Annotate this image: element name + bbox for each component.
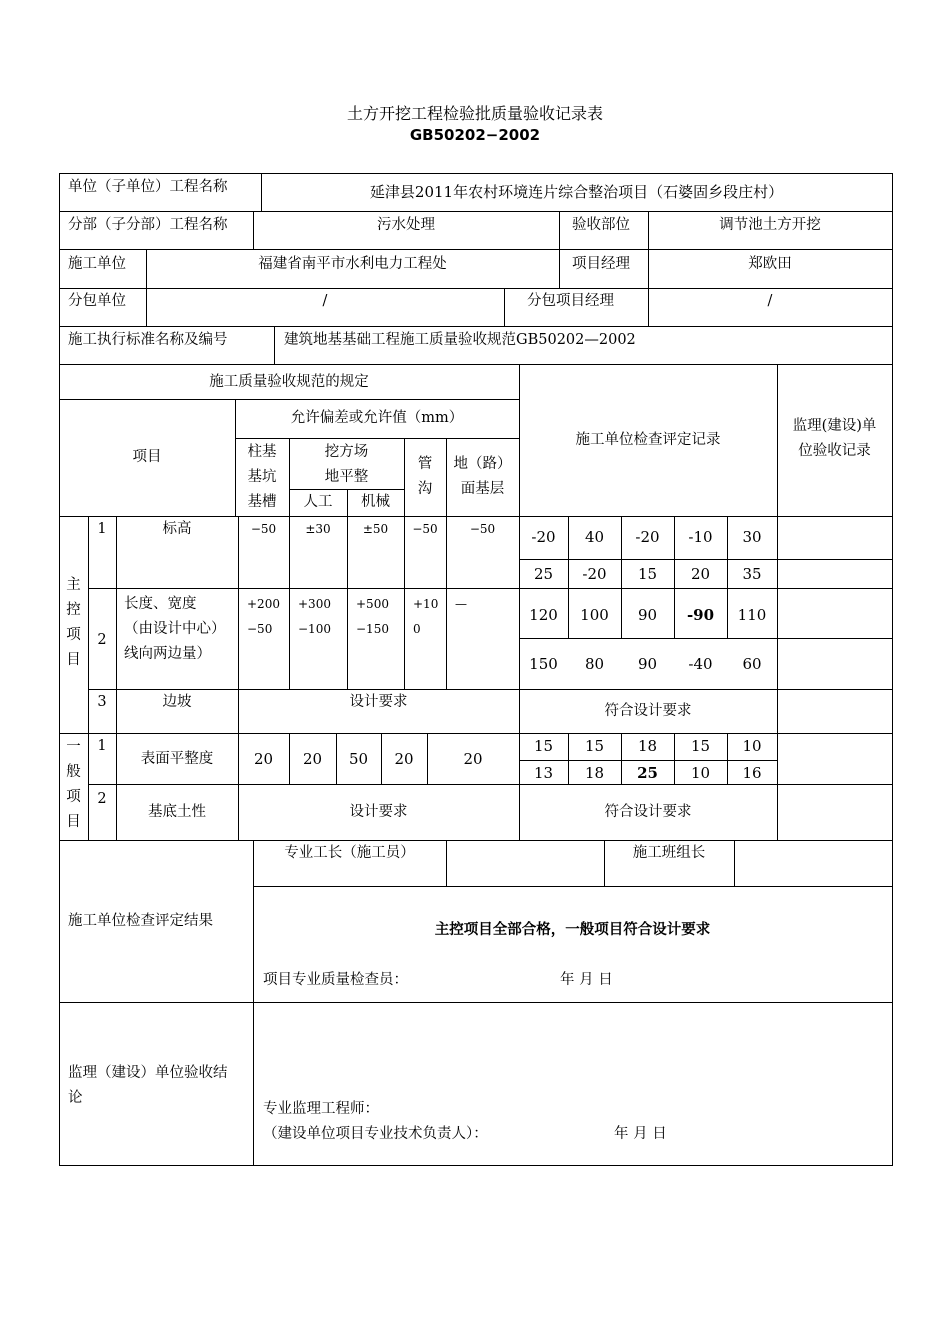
table-cell-text: 人工 [303,494,333,510]
table-rule-h [59,211,893,212]
tolerance-value: 20 [253,750,274,768]
table-rule-v [289,516,290,690]
foreman-label: 专业工长（施工员） [284,845,415,861]
supervision-label: 监理（建设）单位验收结 [68,1065,228,1081]
result-date: 年 月 日 [560,972,613,988]
measured-value: 25 [637,764,658,782]
item-number: 1 [97,521,107,537]
standard-label: 施工执行标准名称及编号 [68,332,228,348]
measured-value: -10 [688,528,713,546]
tolerance-value: −100 [298,622,331,636]
item-number: 3 [97,694,107,710]
supervision-date: 年 月 日 [614,1126,667,1142]
measured-value: 90 [637,606,658,624]
table-rule-v [253,840,254,1166]
measured-value: 13 [533,764,554,782]
table-cell-text: 沟 [417,481,433,497]
tolerance-value: −50 [412,522,438,536]
table-cell-text: 面基层 [460,481,505,497]
table-rule-h [59,840,893,841]
page-subtitle: GB50202−2002 [409,126,541,144]
tolerance-value: −150 [356,622,389,636]
tolerance-value: +200 [247,597,280,611]
tolerance-value: — [455,597,467,611]
measured-value: 100 [580,606,609,624]
main-items-group-label: 主 [66,577,81,593]
general-items-group-label: 一 [66,739,81,755]
general-items-group-label: 目 [66,814,81,830]
table-rule-v [274,326,275,365]
tolerance-value: +10 [413,597,439,611]
tolerance-value: 0 [413,622,421,636]
measured-value: 25 [533,565,554,583]
measured-value: 150 [529,655,558,673]
item-name: 长度、宽度 [124,596,197,612]
team-leader-label: 施工班组长 [632,845,706,861]
item-name: 标高 [162,521,192,537]
sub-pm-label: 分包项目经理 [527,293,614,309]
table-rule-v [404,516,405,690]
table-cell-text: 柱基 [247,444,277,460]
tolerance-value: 20 [463,750,483,768]
standard-value: 建筑地基基础工程施工质量验收规范GB50202—2002 [284,332,636,348]
contractor-label: 施工单位 [68,256,126,272]
measured-value: -40 [688,655,713,673]
table-rule-v [892,173,893,1166]
item-name: 表面平整度 [140,751,214,767]
measured-value: 15 [637,565,658,583]
table-cell-text: 挖方场 [324,444,369,460]
table-rule-h [59,364,893,365]
spec-heading: 施工质量验收规范的规定 [209,374,369,390]
measured-value: -20 [531,528,556,546]
tolerance-value: −50 [469,522,496,536]
table-rule-h [59,249,893,250]
tolerance-value: 20 [394,750,414,768]
record-text: 符合设计要求 [604,804,692,820]
result-label: 施工单位检查评定结果 [68,913,213,929]
table-cell-text: 基坑 [247,469,277,485]
subdivision-name-value: 污水处理 [377,217,435,233]
table-rule-v [347,516,348,690]
table-rule-h [59,399,520,400]
table-cell-text: 监理(建设)单 [792,418,877,434]
table-rule-v [238,516,239,690]
measured-value: 10 [690,764,711,782]
measured-value: -20 [582,565,607,583]
general-items-group-label: 项 [66,789,81,805]
main-items-group-label: 目 [66,652,81,668]
measured-value: 16 [742,764,762,782]
table-cell-text: 位验收记录 [798,443,871,459]
unit-name-value: 延津县2011年农村环境连片综合整治项目（石婆固乡段庄村） [369,183,784,201]
record-text: 符合设计要求 [604,703,692,719]
item-column-heading: 项目 [132,449,162,465]
measured-value: 20 [690,565,711,583]
inspector-label: 项目专业质量检查员： [263,972,408,988]
tolerance-value: 20 [302,750,323,768]
table-cell-text: 机械 [361,494,390,510]
measured-value: 18 [637,737,658,755]
measured-value: 60 [742,655,762,673]
table-rule-v [116,516,117,841]
measured-value: 15 [584,737,605,755]
measured-value: 10 [742,737,762,755]
item-name: 边坡 [162,694,192,710]
item-name: 基底土性 [148,804,206,820]
measured-value: 90 [637,655,658,673]
table-rule-h [59,326,893,327]
measured-value: -20 [635,528,660,546]
owner-label: （建设单位项目专业技术负责人）： [263,1126,488,1142]
measured-value: 80 [584,655,605,673]
inspection-part-label: 验收部位 [572,217,630,233]
main-items-group-label: 项 [66,627,81,643]
tolerance-value: +300 [298,597,331,611]
measured-value: 120 [529,606,558,624]
measured-value: 40 [584,528,605,546]
table-rule-h [519,638,893,639]
table-cell-text: 管 [417,456,433,472]
page-title: 土方开挖工程检验批质量验收记录表 [346,104,603,123]
table-rule-h [59,1165,893,1166]
table-rule-h [59,1002,893,1003]
measured-value: 35 [742,565,762,583]
table-rule-h [235,438,520,439]
measured-value: 30 [742,528,762,546]
item-name: （由设计中心） [124,621,226,637]
item-number: 2 [97,632,107,648]
table-rule-h [253,886,893,887]
table-rule-h [59,173,893,174]
table-cell-text: 地（路） [453,456,512,472]
item-number: 2 [97,791,107,807]
project-manager-label: 项目经理 [572,256,630,272]
result-conclusion: 主控项目全部合格，一般项目符合设计要求 [434,921,711,938]
general-items-group-label: 般 [66,764,81,780]
tolerance-value: 50 [348,750,369,768]
measured-value: 18 [584,764,605,782]
tolerance-value: −50 [247,622,273,636]
subcontractor-value: / [322,293,328,309]
contractor-value: 福建省南平市水利电力工程处 [258,256,447,272]
unit-name-label: 单位（子单位）工程名称 [68,179,228,195]
table-rule-v [504,288,505,327]
engineer-label: 专业监理工程师： [263,1101,379,1117]
tolerance-heading: 允许偏差或允许值（mm） [290,410,464,426]
tolerance-value: ±30 [305,522,331,536]
tolerance-value: +500 [356,597,389,611]
table-rule-v [446,840,447,887]
subdivision-name-label: 分部（子分部）工程名称 [68,217,228,233]
subcontractor-label: 分包单位 [68,293,126,309]
table-rule-v [446,516,447,690]
tolerance-value: −50 [250,522,277,536]
table-rule-h [88,588,893,589]
sub-pm-value: / [767,293,773,309]
table-cell-text: 基槽 [247,494,277,510]
tolerance-text: 设计要求 [349,804,408,820]
tolerance-text: 设计要求 [349,694,408,710]
table-rule-v [559,211,560,289]
table-rule-v [734,840,735,887]
measured-value: 15 [690,737,711,755]
measured-value: -90 [686,606,715,624]
item-name: 线向两边量） [124,646,211,662]
table-cell-text: 地平整 [324,469,369,485]
measured-value: 15 [533,737,554,755]
supervision-label: 论 [68,1090,83,1106]
item-number: 1 [97,738,107,754]
table-rule-h [519,559,893,560]
measured-value: 110 [737,606,767,624]
inspection-part-value: 调节池土方开挖 [719,217,821,233]
record-heading: 施工单位检查评定记录 [575,432,721,448]
main-items-group-label: 控 [66,602,81,618]
project-manager-value: 郑欧田 [748,256,792,272]
tolerance-value: ±50 [362,522,389,536]
